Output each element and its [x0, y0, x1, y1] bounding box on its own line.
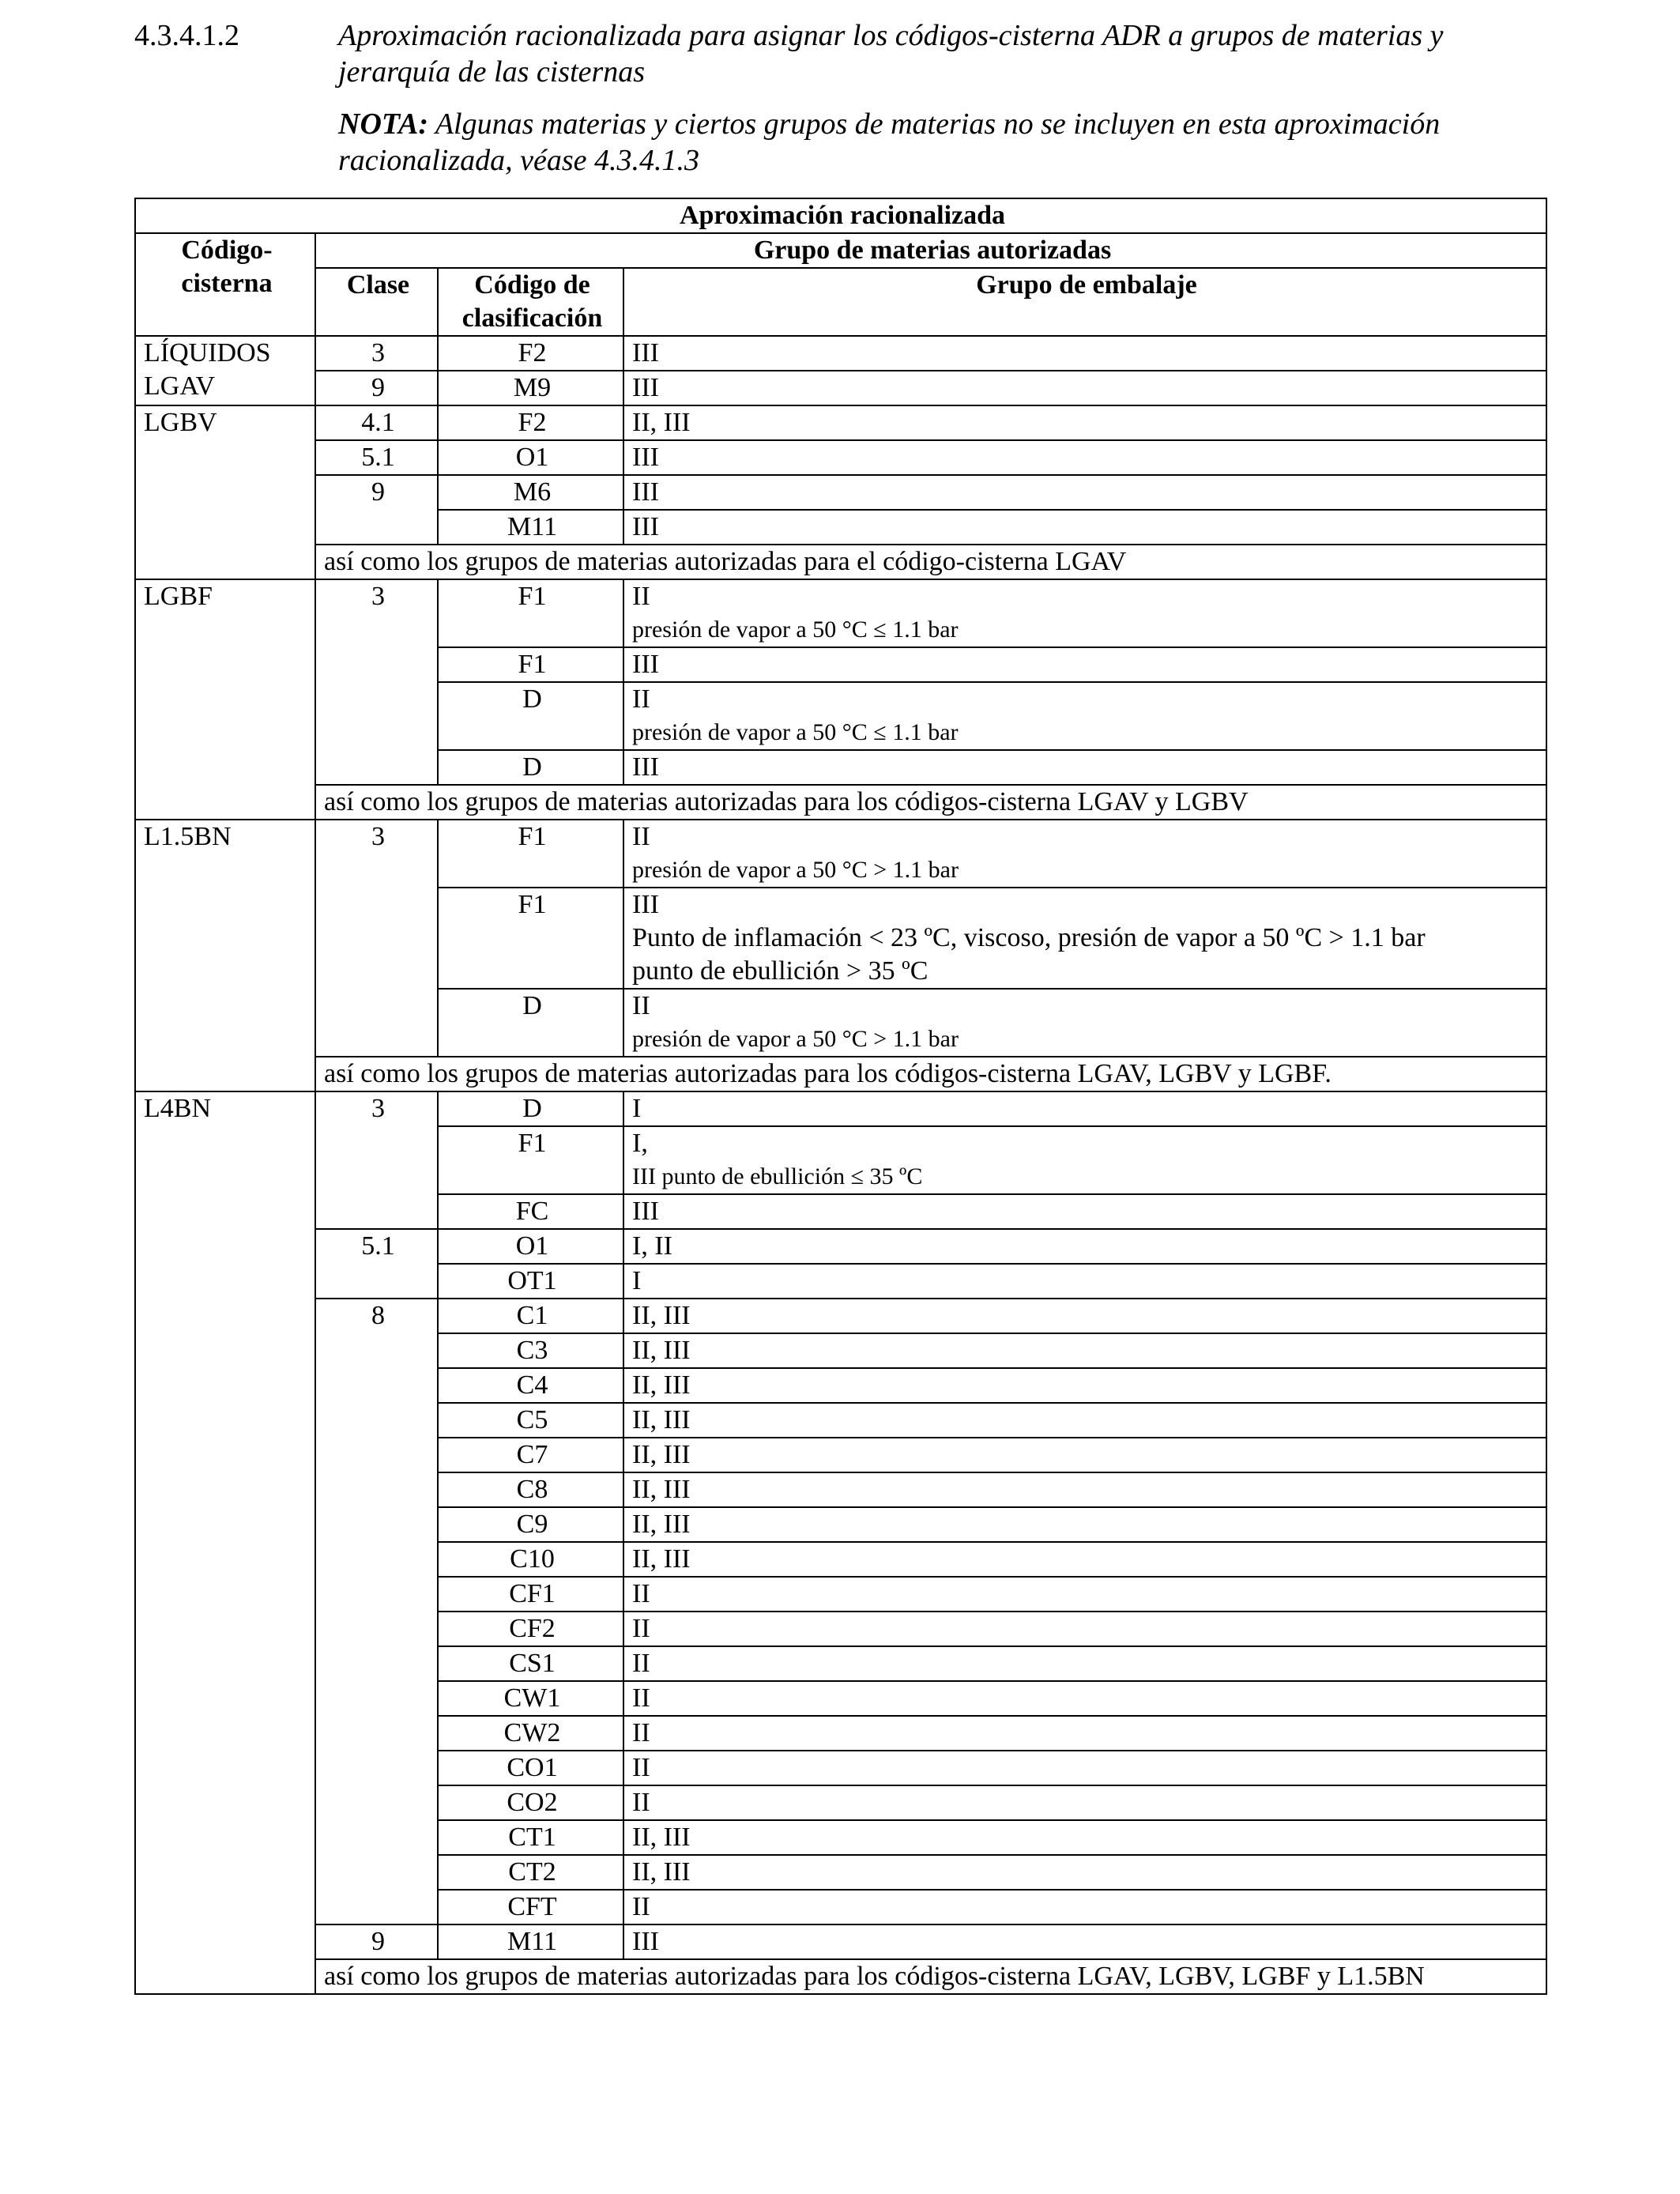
classification-cell: F1 [438, 579, 623, 647]
class-cell: 3 [315, 1091, 438, 1229]
packing-group-cell: II, III [623, 1507, 1546, 1542]
note-text: Algunas materias y ciertos grupos de materias no se incluyen en esta aproximación racionalizada, véase 4.3.4.1.3 [338, 107, 1441, 177]
table-row [135, 1057, 1546, 1091]
table-title: Aproximación racionalizada [135, 198, 1546, 233]
packing-group-cell: II, III [623, 1368, 1546, 1403]
classification-cell: CF1 [438, 1577, 623, 1612]
header-classification: Código de clasificación [438, 268, 623, 336]
section-title: Aproximación racionalizada para asignar los códigos-cisterna ADR a grupos de materias y jerarquía de las cisternas [338, 19, 1444, 89]
packing-group-cell: III [623, 1924, 1546, 1959]
class-cell: 9 [315, 371, 438, 405]
footer-note: así como los grupos de materias autorizadas para los códigos-cisterna LGAV y LGBV [315, 785, 1546, 820]
table-row [135, 1924, 1546, 1959]
packing-group-cell: III [623, 336, 1546, 371]
header-row [135, 233, 1546, 268]
packing-group-cell: II presión de vapor a 50 °C > 1.1 bar [623, 820, 1546, 888]
rationalized-approach-table [134, 198, 1547, 1995]
classification-cell: C4 [438, 1368, 623, 1403]
class-cell: 5.1 [315, 440, 438, 475]
boiling-point-note: punto de ebullición > 35 ºC [632, 956, 929, 986]
classification-cell: D [438, 750, 623, 785]
packing-group-cell: I [623, 1091, 1546, 1126]
classification-cell: CT2 [438, 1855, 623, 1890]
class-cell: 9 [315, 1924, 438, 1959]
packing-group-cell: I, III punto de ebullición ≤ 35 ºC [623, 1126, 1546, 1194]
classification-cell: F2 [438, 405, 623, 440]
class-cell: 3 [315, 336, 438, 371]
table-row [135, 405, 1546, 440]
classification-cell: FC [438, 1194, 623, 1229]
footer-note: así como los grupos de materias autorizadas para los códigos-cisterna LGAV, LGBV y LGBF. [315, 1057, 1546, 1091]
packing-group-cell: II [623, 1681, 1546, 1716]
tank-code-lgbv: LGBV [135, 405, 315, 579]
classification-cell: C8 [438, 1472, 623, 1507]
classification-cell: F1 [438, 1126, 623, 1194]
packing-group-cell: III [623, 750, 1546, 785]
table-row [135, 1299, 1546, 1333]
footer-note: así como los grupos de materias autorizadas para los códigos-cisterna LGAV, LGBV, LGBF y L1.5BN [315, 1959, 1546, 1994]
classification-cell: M11 [438, 510, 623, 545]
header-row [135, 268, 1546, 336]
classification-cell: CS1 [438, 1646, 623, 1681]
classification-cell: C1 [438, 1299, 623, 1333]
tank-code-lgbf: LGBF [135, 579, 315, 820]
flash-point-note: Punto de inflamación < 23 ºC, viscoso, presión de vapor a 50 ºC > 1.1 bar [632, 923, 1426, 952]
classification-cell: M11 [438, 1924, 623, 1959]
table-row [135, 475, 1546, 510]
tank-code-l4bn: L4BN [135, 1091, 315, 1994]
classification-cell: C10 [438, 1542, 623, 1577]
classification-cell: F2 [438, 336, 623, 371]
packing-group-cell: III [623, 475, 1546, 510]
packing-group-cell: II [623, 1646, 1546, 1681]
table-title-row [135, 198, 1546, 233]
classification-cell: D [438, 1091, 623, 1126]
packing-group-cell: II [623, 1785, 1546, 1820]
table-row [135, 579, 1546, 647]
packing-group-cell: II, III [623, 1542, 1546, 1577]
classification-cell: F1 [438, 888, 623, 989]
packing-group-cell: III Punto de inflamación < 23 ºC, viscoso, presión de vapor a 50 ºC > 1.1 bar punto de ebullición > 35 ºC [623, 888, 1546, 989]
packing-group-cell: III [623, 1194, 1546, 1229]
packing-group-cell: II presión de vapor a 50 °C ≤ 1.1 bar [623, 682, 1546, 750]
class-cell: 5.1 [315, 1229, 438, 1299]
classification-cell: C7 [438, 1438, 623, 1472]
packing-group-cell: II, III [623, 1299, 1546, 1333]
table-row [135, 336, 1546, 371]
vapor-pressure-note: presión de vapor a 50 °C ≤ 1.1 bar [632, 719, 959, 745]
packing-group-cell: III [623, 647, 1546, 682]
classification-cell: F1 [438, 647, 623, 682]
packing-group-cell: III [623, 371, 1546, 405]
tank-code-lgav: LÍQUIDOS LGAV [135, 336, 315, 405]
packing-group-cell: II, III [623, 1472, 1546, 1507]
classification-cell: C9 [438, 1507, 623, 1542]
table-row [135, 785, 1546, 820]
classification-cell: D [438, 989, 623, 1057]
packing-group-cell: II, III [623, 1333, 1546, 1368]
table-row [135, 440, 1546, 475]
packing-group-cell: II [623, 1751, 1546, 1785]
header-tank-code: Código- cisterna [135, 233, 315, 336]
classification-cell: CW1 [438, 1681, 623, 1716]
classification-cell: CW2 [438, 1716, 623, 1751]
classification-cell: F1 [438, 820, 623, 888]
note-label: NOTA: [338, 107, 428, 141]
packing-group-cell: I [623, 1264, 1546, 1299]
packing-group-cell: II, III [623, 1820, 1546, 1855]
classification-cell: CF2 [438, 1612, 623, 1646]
table-row [135, 1091, 1546, 1126]
classification-cell: M6 [438, 475, 623, 510]
classification-cell: O1 [438, 1229, 623, 1264]
packing-group-cell: II, III [623, 405, 1546, 440]
classification-cell: CT1 [438, 1820, 623, 1855]
vapor-pressure-note: presión de vapor a 50 °C > 1.1 bar [632, 857, 959, 883]
packing-group-cell: II presión de vapor a 50 °C > 1.1 bar [623, 989, 1546, 1057]
classification-cell: D [438, 682, 623, 750]
table-row [135, 1959, 1546, 1994]
header-group: Grupo de materias autorizadas [315, 233, 1546, 268]
packing-group-cell: II [623, 1716, 1546, 1751]
tank-code-l15bn: L1.5BN [135, 820, 315, 1091]
table-row [135, 371, 1546, 405]
table-row [135, 820, 1546, 888]
packing-group-cell: II, III [623, 1403, 1546, 1438]
table-row [135, 545, 1546, 579]
packing-group-cell: II [623, 1890, 1546, 1924]
packing-group-cell: II, III [623, 1855, 1546, 1890]
classification-cell: OT1 [438, 1264, 623, 1299]
class-cell: 3 [315, 820, 438, 1057]
class-cell: 9 [315, 475, 438, 545]
class-cell: 4.1 [315, 405, 438, 440]
vapor-pressure-note: presión de vapor a 50 °C ≤ 1.1 bar [632, 616, 959, 643]
classification-cell: C3 [438, 1333, 623, 1368]
packing-group-cell: II [623, 1577, 1546, 1612]
packing-group-cell: II presión de vapor a 50 °C ≤ 1.1 bar [623, 579, 1546, 647]
classification-cell: C5 [438, 1403, 623, 1438]
footer-note: así como los grupos de materias autorizadas para el código-cisterna LGAV [315, 545, 1546, 579]
classification-cell: CFT [438, 1890, 623, 1924]
class-cell: 3 [315, 579, 438, 785]
packing-group-cell: II [623, 1612, 1546, 1646]
table-row [135, 1229, 1546, 1264]
classification-cell: CO2 [438, 1785, 623, 1820]
vapor-pressure-note: presión de vapor a 50 °C > 1.1 bar [632, 1026, 959, 1052]
packing-group-cell: III [623, 510, 1546, 545]
packing-group-cell: I, II [623, 1229, 1546, 1264]
classification-cell: M9 [438, 371, 623, 405]
class-cell: 8 [315, 1299, 438, 1924]
boiling-point-note: III punto de ebullición ≤ 35 ºC [632, 1163, 923, 1189]
classification-cell: O1 [438, 440, 623, 475]
classification-cell: CO1 [438, 1751, 623, 1785]
packing-group-cell: III [623, 440, 1546, 475]
packing-group-cell: II, III [623, 1438, 1546, 1472]
section-note [338, 106, 1539, 179]
header-class: Clase [315, 268, 438, 336]
header-packing-group: Grupo de embalaje [623, 268, 1546, 336]
section-number: 4.3.4.1.2 [134, 19, 239, 52]
